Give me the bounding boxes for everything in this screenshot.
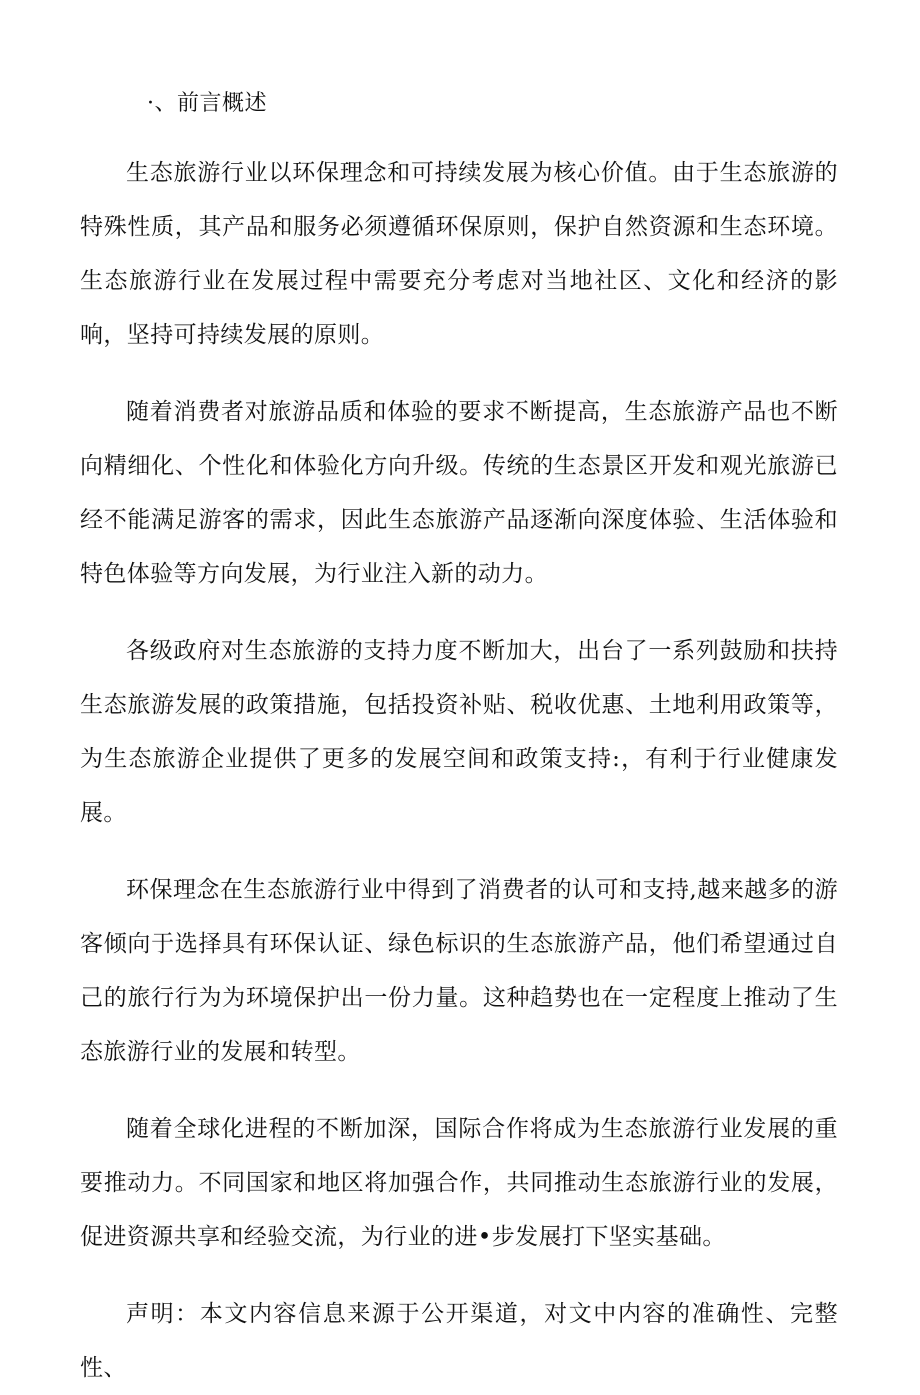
paragraph-5: 随着全球化进程的不断加深，国际合作将成为生态旅游行业发展的重要推动力。不同国家和地区将加强合作，共同推动生态旅游行业的发展，促进资源共享和经验交流，为行业的进•步发展打下坚实基础。 [80,1116,838,1250]
paragraph-3: 各级政府对生态旅游的支持力度不断加大，出台了一系列鼓励和扶持生态旅游发展的政策措施，包括投资补贴、税收优惠、土地利用政策等，为生态旅游企业提供了更多的发展空间和政策支持:，有利于行业健康发展。 [80,638,838,826]
paragraph-1: 生态旅游行业以环保理念和可持续发展为核心价值。由于生态旅游的特殊性质，其产品和服务必须遵循环保原则，保护自然资源和生态环境。生态旅游行业在发展过程中需要充分考虑对当地社区、文化和经济的影响，坚持可持续发展的原则。 [80,160,838,348]
paragraph-2: 随着消费者对旅游品质和体验的要求不断提高，生态旅游产品也不断向精细化、个性化和体验化方向升级。传统的生态景区开发和观光旅游已经不能满足游客的需求，因此生态旅游产品逐渐向深度体验、生活体验和特色体验等方向发展，为行业注入新的动力。 [80,399,838,587]
disclaimer-paragraph: 声明：本文内容信息来源于公开渠道，对文中内容的准确性、完整性、 [80,1301,838,1381]
paragraph-4: 环保理念在生态旅游行业中得到了消费者的认可和支持,越来越多的游客倾向于选择具有环保认证、绿色标识的生态旅游产品，他们希望通过自己的旅行行为为环境保护出一份力量。这种趋势也在一定程度上推动了生态旅游行业的发展和转型。 [80,877,838,1065]
section-heading: ·、前言概述 [147,91,267,116]
